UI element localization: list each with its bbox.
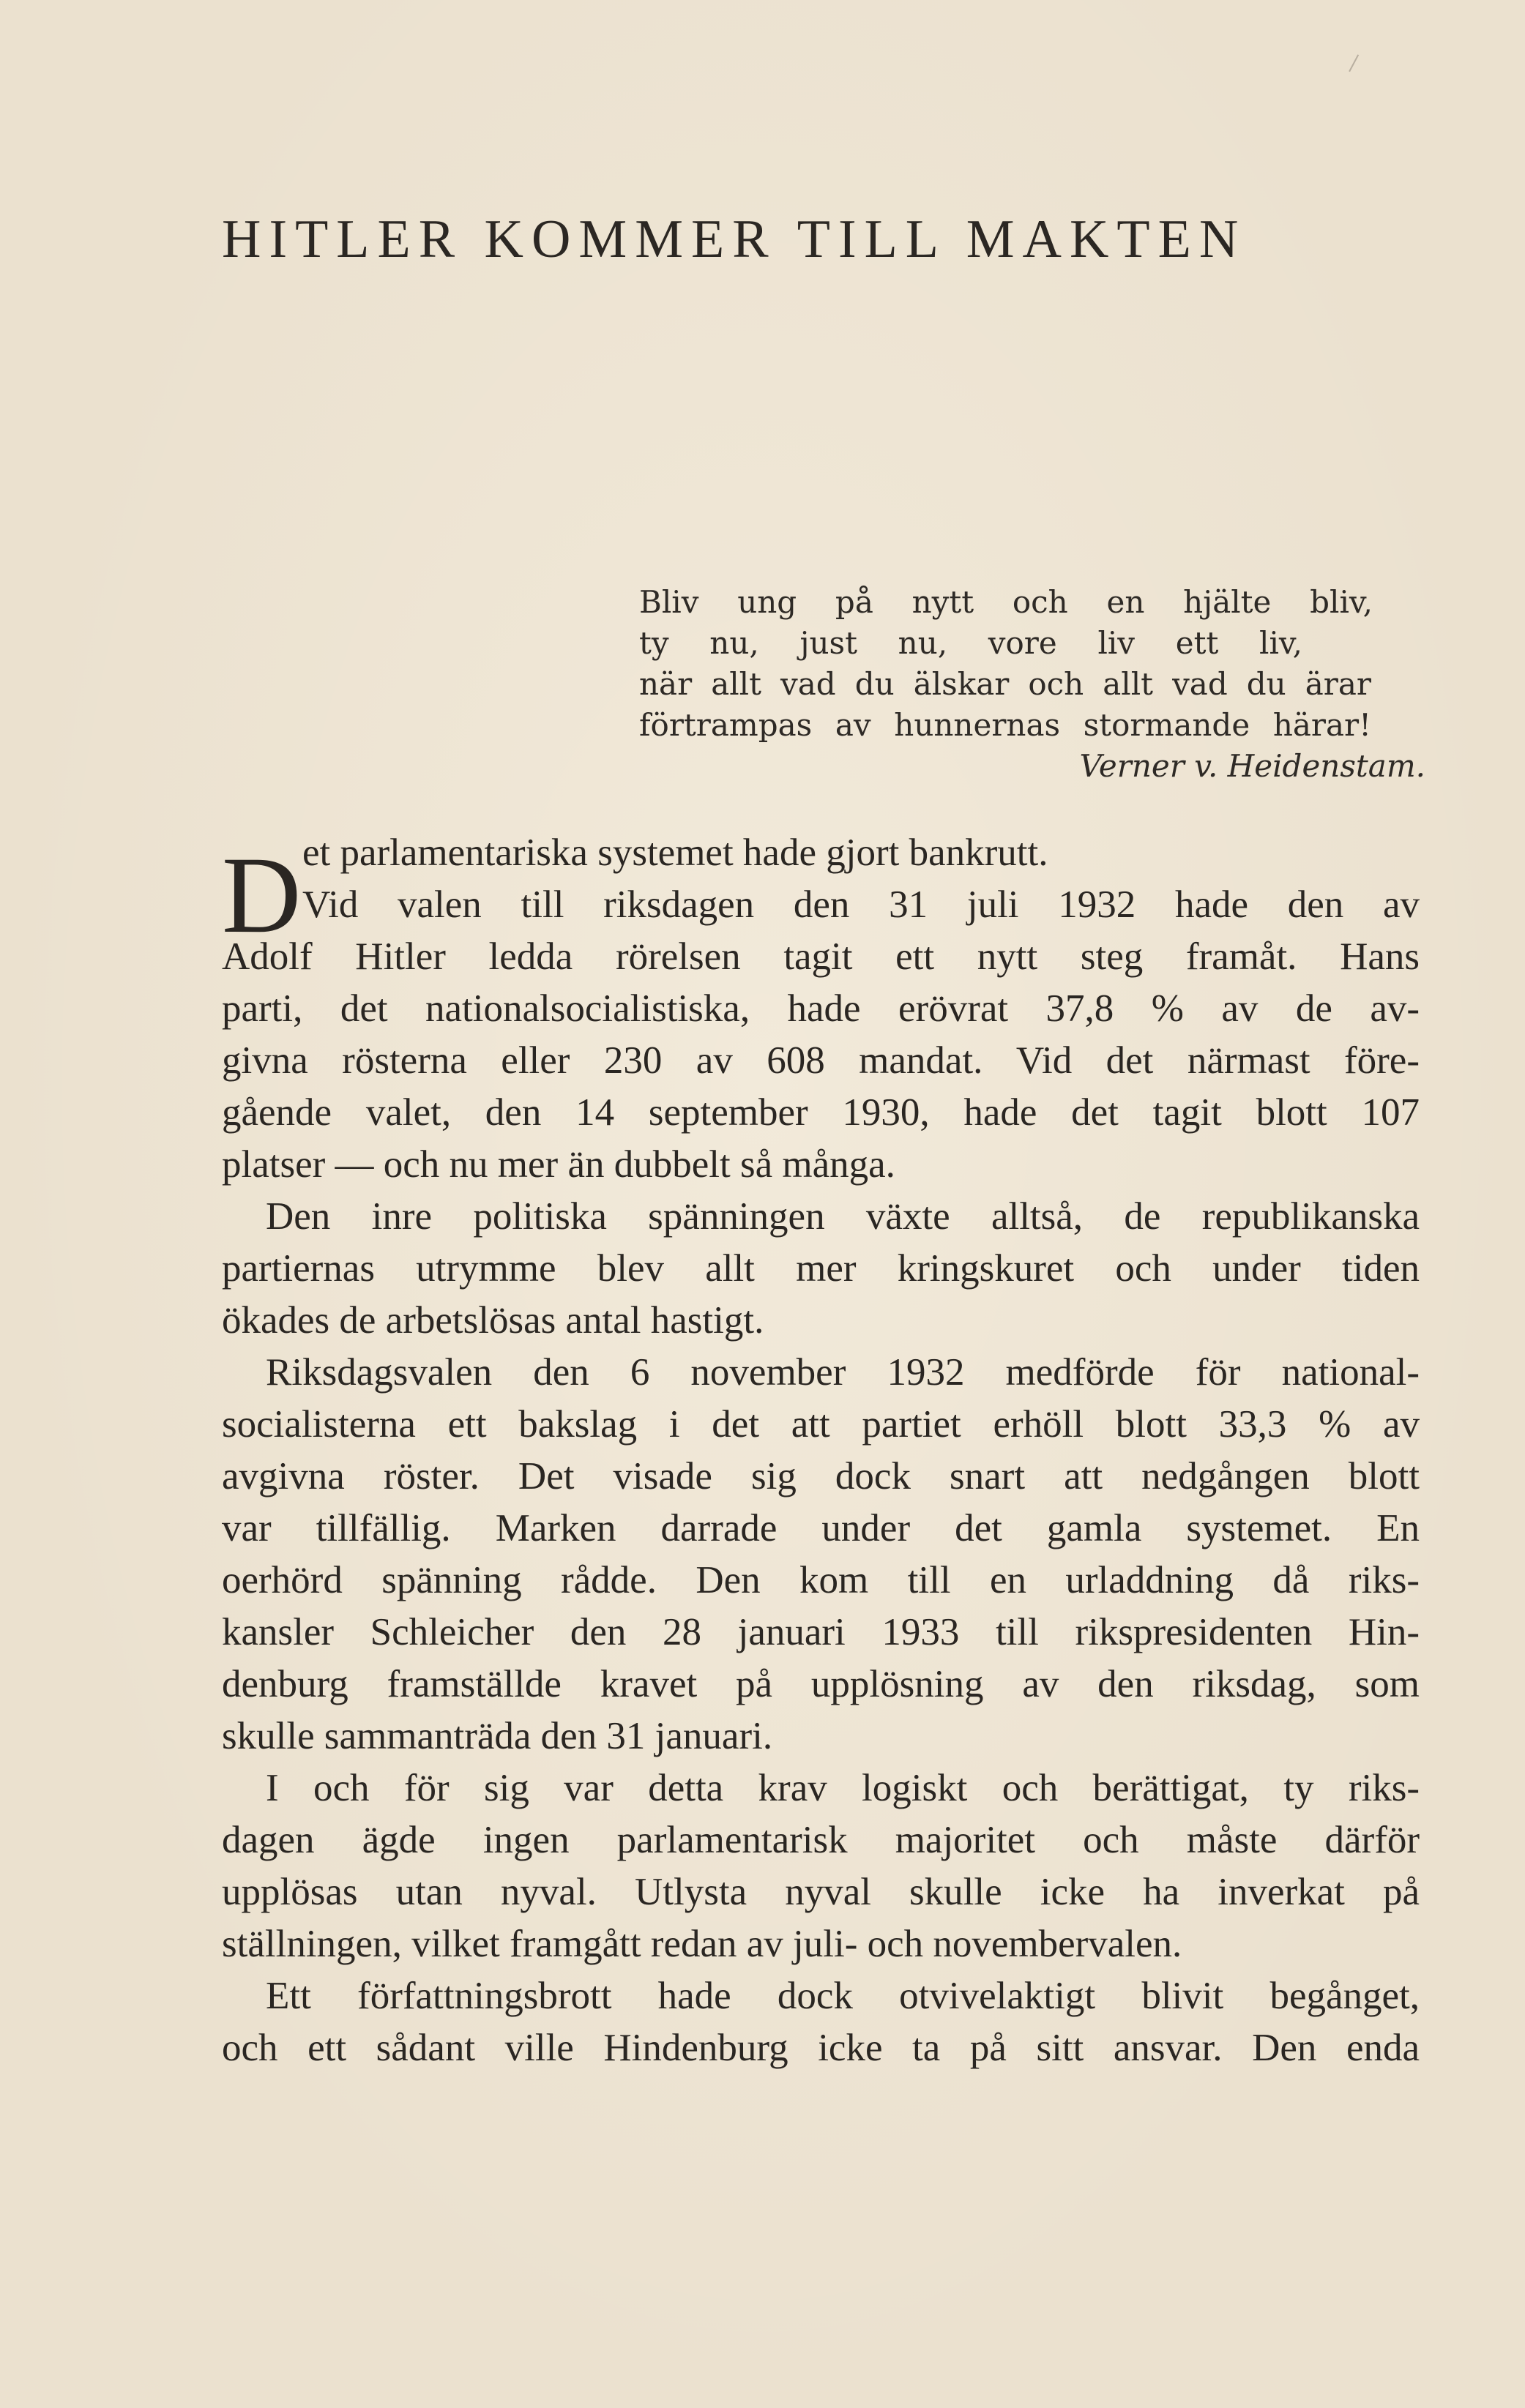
text-line: och ett sådant ville Hindenburg icke ta på sitt ansvar. Den enda — [222, 2027, 1420, 2069]
poem-line: Bliv ung på nytt och en hjälte bliv, — [639, 584, 1373, 620]
text-line: et parlamentariska systemet hade gjort bankrutt. — [302, 831, 1048, 874]
text-line: skulle sammanträda den 31 januari. — [222, 1715, 773, 1757]
text-line: gående valet, den 14 september 1930, hade det tagit blott 107 — [222, 1091, 1420, 1134]
text-line: Riksdagsvalen den 6 november 1932 medförde för national- — [266, 1351, 1420, 1394]
text-line: partiernas utrymme blev allt mer kringskuret och under tiden — [222, 1247, 1420, 1290]
text-line: avgivna röster. Det visade sig dock snart att nedgången blott — [222, 1455, 1420, 1497]
text-line: Den inre politiska spänningen växte alltså, de republikanska — [266, 1195, 1420, 1238]
text-line: var tillfällig. Marken darrade under det gamla systemet. En — [222, 1507, 1420, 1549]
pencil-mark — [1340, 50, 1359, 72]
text-line: Vid valen till riksdagen den 31 juli 1932 hade den av — [302, 883, 1420, 926]
text-line: givna rösterna eller 230 av 608 mandat. Vid det närmast före- — [222, 1039, 1420, 1082]
text-line: socialisterna ett bakslag i det att partiet erhöll blott 33,3 % av — [222, 1403, 1420, 1446]
opening-paragraph — [222, 827, 1420, 956]
epigraph-poem — [639, 582, 1430, 787]
text-line: I och för sig var detta krav logiskt och berättigat, ty riks- — [266, 1767, 1420, 1809]
poem-line: förtrampas av hunnernas stormande härar! — [639, 707, 1371, 743]
text-line: Ett författningsbrott hade dock otvivelaktigt blivit begånget, — [266, 1975, 1420, 2017]
text-line: ökades de arbetslösas antal hastigt. — [222, 1299, 764, 1342]
body-text — [222, 827, 1420, 2074]
poem-line: ty nu, just nu, vore liv ett liv, — [639, 625, 1302, 661]
text-line: kansler Schleicher den 28 januari 1933 till rikspresidenten Hin- — [222, 1611, 1420, 1653]
text-line: upplösas utan nyval. Utlysta nyval skulle icke ha inverkat på — [222, 1871, 1420, 1913]
text-line: platser — och nu mer än dubbelt så många. — [222, 1143, 895, 1186]
text-line: ställningen, vilket framgått redan av juli- och novembervalen. — [222, 1923, 1182, 1965]
text-line: oerhörd spänning rådde. Den kom till en urladdning då riks- — [222, 1559, 1420, 1601]
text-line: parti, det nationalsocialistiska, hade erövrat 37,8 % av de av- — [222, 987, 1420, 1030]
text-line: denburg framställde kravet på upplösning av den riksdag, som — [222, 1663, 1420, 1705]
text-line: Adolf Hitler ledda rörelsen tagit ett nytt steg framåt. Hans — [222, 935, 1420, 978]
chapter-heading: HITLER KOMMER TILL MAKTEN — [222, 209, 1247, 269]
text-line: dagen ägde ingen parlamentarisk majoritet och måste därför — [222, 1819, 1420, 1861]
poem-author: Verner v. Heidenstam. — [1079, 748, 1425, 784]
drop-cap: D — [222, 834, 302, 956]
poem-line: när allt vad du älskar och allt vad du ärar — [639, 666, 1371, 702]
